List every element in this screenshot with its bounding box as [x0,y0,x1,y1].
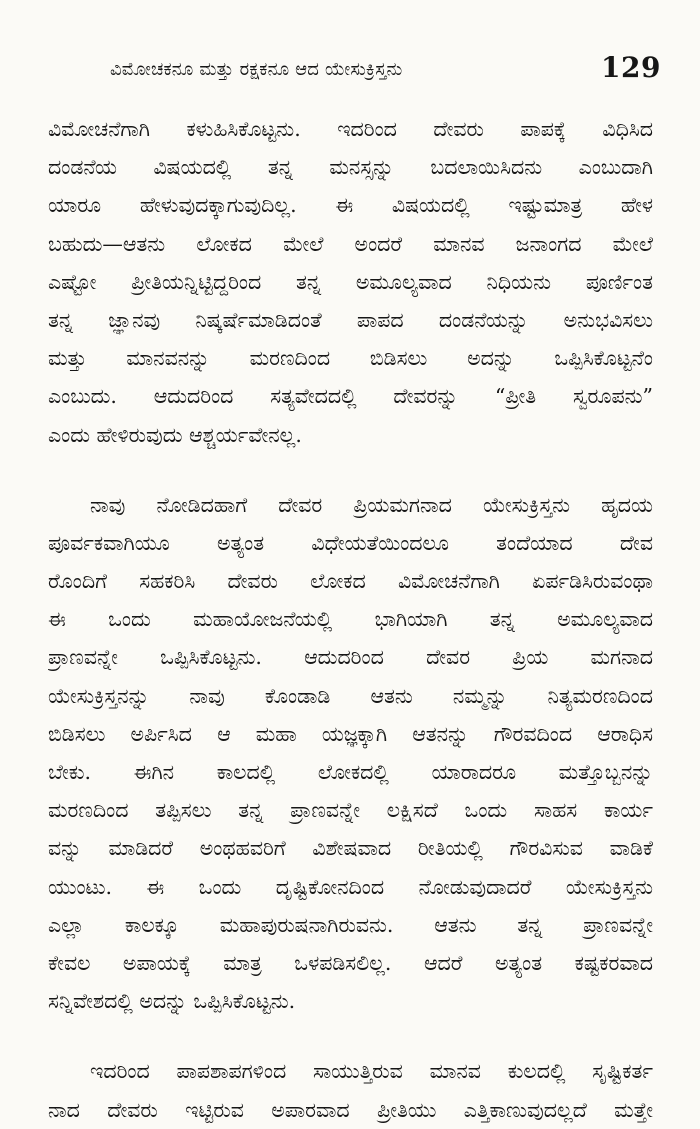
running-title: ವಿಮೋಚಕನೂ ಮತ್ತು ರಕ್ಷಕನೂ ಆದ ಯೇಸುಕ್ರಿಸ್ತನು [110,59,403,80]
body-text [48,110,653,1129]
text-line: ವನ್ನು ಮಾಡಿದರೆ ಅಂಥಹವರಿಗೆ ವಿಶೇಷವಾದ ರೀತಿಯಲ್ಲಿ ಗೌರವಿಸುವ ವಾಡಿಕೆ [48,836,653,861]
text-line: ತನ್ನ ಜ್ಞಾನವು ನಿಷ್ಕರ್ಷೆಮಾಡಿದಂತೆ ಪಾಪದ ದಂಡನೆಯನ್ನು ಅನುಭವಿಸಲು [48,307,653,332]
running-header [0,48,700,88]
text-line: ನಾವು ನೋಡಿದಹಾಗೆ ದೇವರ ಪ್ರಿಯಮಗನಾದ ಯೇಸುಕ್ರಿಸ್ತನು ಹೃದಯ [90,492,653,517]
text-line: ಮತ್ತು ಮಾನವನನ್ನು ಮರಣದಿಂದ ಬಿಡಿಸಲು ಅದನ್ನು ಒಪ್ಪಿಸಿಕೊಟ್ಟನೆಂ [48,346,653,371]
text-line: ಬಹುದು—ಆತನು ಲೋಕದ ಮೇಲೆ ಅಂದರೆ ಮಾನವ ಜನಾಂಗದ ಮೇಲೆ [48,231,653,256]
page-number: 129 [601,51,661,84]
text-line: ಯೇಸುಕ್ರಿಸ್ತನನ್ನು ನಾವು ಕೊಂಡಾಡಿ ಆತನು ನಮ್ಮನ್ನು ನಿತ್ಯಮರಣದಿಂದ [48,683,653,708]
text-line: ವಿಮೋಚನೆಗಾಗಿ ಕಳುಹಿಸಿಕೊಟ್ಟನು. ಇದರಿಂದ ದೇವರು ಪಾಪಕ್ಕೆ ವಿಧಿಸಿದ [48,117,653,141]
text-line: ಎಂದು ಹೇಳಿರುವುದು ಆಶ್ಚರ್ಯವೇನಲ್ಲ. [48,422,302,447]
text-line: ಯಾರೂ ಹೇಳುವುದಕ್ಕಾಗುವುದಿಲ್ಲ. ಈ ವಿಷಯದಲ್ಲಿ ಇಷ್ಟುಮಾತ್ರ ಹೇಳ [48,193,653,218]
text-line: ರೊಂದಿಗೆ ಸಹಕರಿಸಿ ದೇವರು ಲೋಕದ ವಿಮೋಚನೆಗಾಗಿ ಏರ್ಪಡಿಸಿರುವಂಥಾ [48,569,653,594]
text-line: ಮರಣದಿಂದ ತಪ್ಪಿಸಲು ತನ್ನ ಪ್ರಾಣವನ್ನೇ ಲಕ್ಷಿಸದೆ ಒಂದು ಸಾಹಸ ಕಾರ್ಯ [48,798,653,823]
text-line: ಪ್ರಾಣವನ್ನೇ ಒಪ್ಪಿಸಿಕೊಟ್ಟನು. ಆದುದರಿಂದ ದೇವರ ಪ್ರಿಯ ಮಗನಾದ [48,645,653,670]
text-line: ಎಷ್ಟೋ ಪ್ರೀತಿಯನ್ನಿಟ್ಟಿದ್ದರಿಂದ ತನ್ನ ಅಮೂಲ್ಯವಾದ ನಿಧಿಯನು ಪೂರ್ಣಿಂತ [48,269,653,294]
text-line: ಕೇವಲ ಅಪಾಯಕ್ಕೆ ಮಾತ್ರ ಒಳಪಡಿಸಲಿಲ್ಲ. ಆದರೆ ಅತ್ಯಂತ ಕಷ್ಟಕರವಾದ [48,950,653,975]
text-line: ಈ ಒಂದು ಮಹಾಯೋಜನೆಯಲ್ಲಿ ಭಾಗಿಯಾಗಿ ತನ್ನ ಅಮೂಲ್ಯವಾದ [48,607,653,632]
text-line: ಎಲ್ಲಾ ಕಾಲಕ್ಕೂ ಮಹಾಪುರುಷನಾಗಿರುವನು. ಆತನು ತನ್ನ ಪ್ರಾಣವನ್ನೇ [48,912,653,937]
text-line: ನಾದ ದೇವರು ಇಟ್ಟಿರುವ ಅಪಾರವಾದ ಪ್ರೀತಿಯು ಎತ್ತಿಕಾಣುವುದಲ್ಲದೆ ಮತ್ತೇ [48,1097,653,1122]
text-line: ಎಂಬುದು. ಆದುದರಿಂದ ಸತ್ಯವೇದದಲ್ಲಿ ದೇವರನ್ನು “ಪ್ರೀತಿ ಸ್ವರೂಪನು” [48,384,653,409]
text-line: ಸನ್ನಿವೇಶದಲ್ಲಿ ಅದನ್ನು ಒಪ್ಪಿಸಿಕೊಟ್ಟನು. [48,989,296,1014]
text-line: ಯುಂಟು. ಈ ಒಂದು ದೃಷ್ಟಿಕೋನದಿಂದ ನೋಡುವುದಾದರೆ ಯೇಸುಕ್ರಿಸ್ತನು [48,874,653,899]
text-line: ದಂಡನೆಯ ವಿಷಯದಲ್ಲಿ ತನ್ನ ಮನಸ್ಸನ್ನು ಬದಲಾಯಿಸಿದನು ಎಂಬುದಾಗಿ [48,155,653,180]
paragraph-2 [48,486,653,1021]
text-line: ಬಿಡಿಸಲು ಅರ್ಪಿಸಿದ ಆ ಮಹಾ ಯಜ್ಞಕ್ಕಾಗಿ ಆತನನ್ನು ಗೌರವದಿಂದ ಆರಾಧಿಸ [48,721,653,746]
text-line: ಇದರಿಂದ ಪಾಪಶಾಪಗಳಿಂದ ಸಾಯುತ್ತಿರುವ ಮಾನವ ಕುಲದಲ್ಲಿ ಸೃಷ್ಟಿಕರ್ತ [90,1059,653,1084]
paragraph-1 [48,110,653,454]
paragraph-3 [48,1052,653,1128]
text-line: ಬೇಕು. ಈಗಿನ ಕಾಲದಲ್ಲಿ ಲೋಕದಲ್ಲಿ ಯಾರಾದರೂ ಮತ್ತೊಬ್ಬನನ್ನು [48,760,653,784]
text-line: ಪೂರ್ವಕವಾಗಿಯೂ ಅತ್ಯಂತ ವಿಧೇಯತೆಯಿಂದಲೂ ತಂದೆಯಾದ ದೇವ [48,530,653,555]
